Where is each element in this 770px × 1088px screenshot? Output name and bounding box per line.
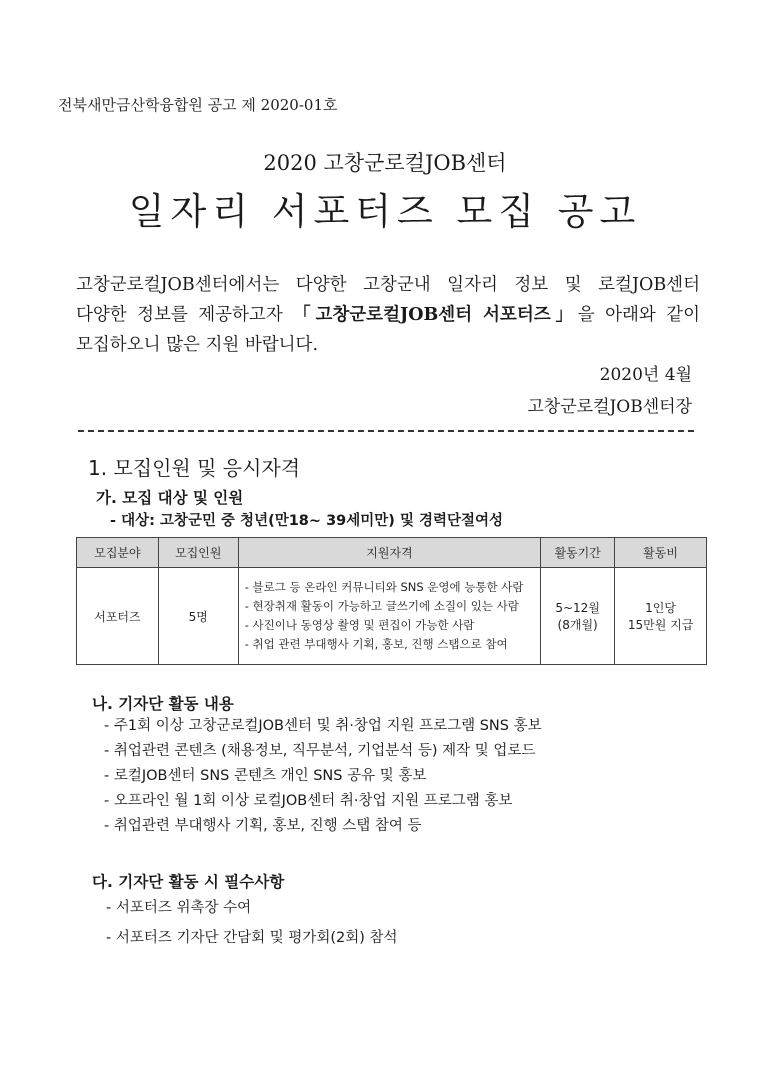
table-header-row <box>77 538 707 568</box>
section-1-title: 1. 모집인원 및 응시자격 <box>88 456 301 480</box>
list-item: - 로컬JOB센터 SNS 콘텐츠 개인 SNS 공유 및 홍보 <box>104 768 427 784</box>
header-count: 모집인원 <box>158 538 238 568</box>
header-qualifications: 지원자격 <box>238 538 540 568</box>
list-item: - 오프라인 월 1회 이상 로컬JOB센터 취·창업 지원 프로그램 홍보 <box>104 793 513 809</box>
header-period: 활동기간 <box>541 538 615 568</box>
intro-line-2-bold: 「고창군로컬JOB센터 서포터즈」 <box>293 305 578 325</box>
period-months: 5~12월 <box>555 601 600 615</box>
subsection-da-heading: 다. 기자단 활동 시 필수사항 <box>92 873 285 891</box>
table-row <box>77 568 707 665</box>
list-item: - 서포터즈 위촉장 수여 <box>106 900 252 916</box>
recruit-target: - 대상: 고창군민 중 청년(만18~ 39세미만) 및 경력단절여성 <box>110 513 504 529</box>
qualification-item: - 사진이나 동영상 촬영 및 편집이 가능한 사람 <box>244 618 475 632</box>
requirements-list <box>106 893 398 953</box>
section-divider <box>78 430 694 432</box>
intro-line-1: 고창군로컬JOB센터에서는 다양한 고창군내 일자리 정보 및 로컬JOB센터 <box>76 275 700 295</box>
cell-period <box>541 568 615 665</box>
activity-list <box>104 714 542 839</box>
subsection-ga-heading: 가. 모집 대상 및 인원 <box>96 489 244 507</box>
notice-date: 2020년 4월 <box>599 365 692 385</box>
qualification-item: - 블로그 등 온라인 커뮤니티와 SNS 운영에 능통한 사람 <box>244 580 524 594</box>
fee-unit: 1인당 <box>645 601 676 615</box>
list-item: - 주1회 이상 고창군로컬JOB센터 및 취·창업 지원 프로그램 SNS 홍보 <box>104 718 542 734</box>
header-fee: 활동비 <box>615 538 707 568</box>
notice-number: 전북새만금산학융합원 공고 제 2020-01호 <box>58 96 338 114</box>
intro-line-3: 모집하오니 많은 지원 바랍니다. <box>76 335 319 355</box>
intro-line-2 <box>76 300 700 330</box>
header-field: 모집분야 <box>77 538 159 568</box>
fee-amount: 15만원 지급 <box>627 618 694 632</box>
intro-paragraph <box>76 270 700 360</box>
intro-line-2-post: 을 아래와 같이 <box>577 305 700 325</box>
cell-count: 5명 <box>158 568 238 665</box>
issuing-organization: 고창군로컬JOB센터장 <box>527 397 692 417</box>
qualification-item: - 취업 관련 부대행사 기획, 홍보, 진행 스탭으로 참여 <box>244 637 508 651</box>
subsection-na-heading: 나. 기자단 활동 내용 <box>92 695 234 713</box>
intro-line-2-pre: 다양한 정보를 제공하고자 <box>76 305 294 325</box>
cell-fee <box>615 568 707 665</box>
list-item: - 취업관련 부대행사 기획, 홍보, 진행 스탭 참여 등 <box>104 818 422 834</box>
cell-qualifications <box>238 568 540 665</box>
list-item: - 취업관련 콘텐츠 (채용정보, 직무분석, 기업분석 등) 제작 및 업로드 <box>104 743 536 759</box>
period-duration: (8개월) <box>557 618 598 632</box>
document-title: 일자리 서포터즈 모집 공고 <box>128 190 642 233</box>
recruitment-table <box>76 537 707 665</box>
document-subtitle: 2020 고창군로컬JOB센터 <box>263 151 507 175</box>
qualification-item: - 현장취재 활동이 가능하고 글쓰기에 소질이 있는 사람 <box>244 599 519 613</box>
list-item: - 서포터즈 기자단 간담회 및 평가회(2회) 참석 <box>106 930 398 946</box>
cell-field: 서포터즈 <box>77 568 159 665</box>
